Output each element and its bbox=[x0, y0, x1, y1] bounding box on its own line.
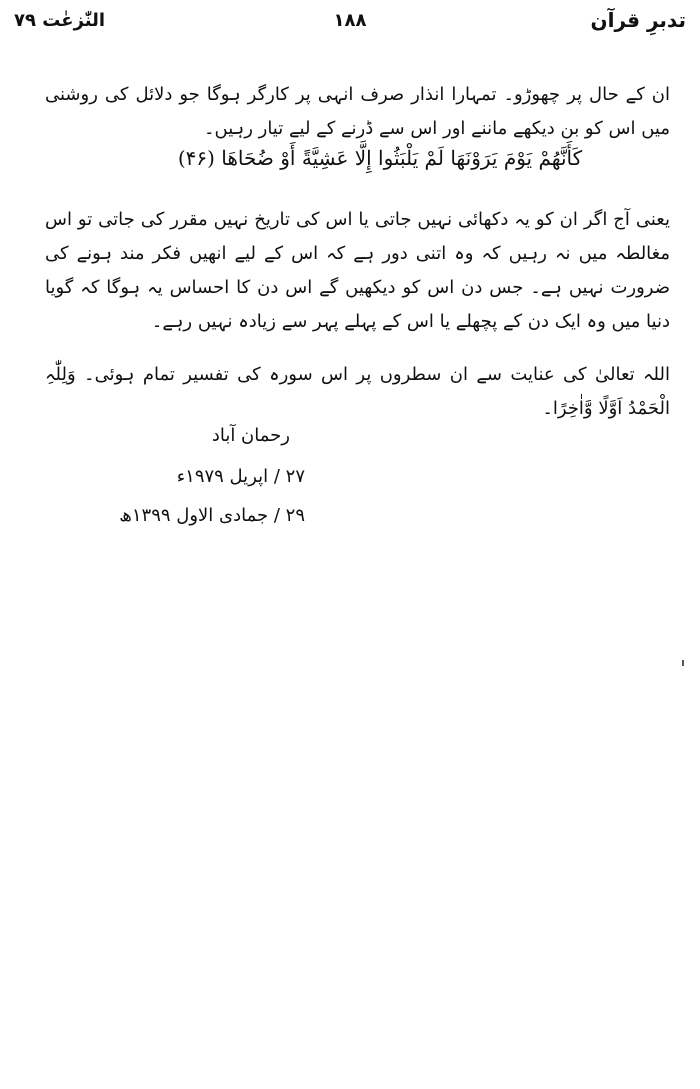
signature-date-hijri: ۲۹ / جمادی الاول ۱۳۹۹ھ bbox=[119, 505, 305, 526]
signature-place: رحمان آباد bbox=[211, 425, 290, 446]
paragraph-3: اللہ تعالیٰ کی عنایت سے ان سطروں پر اس سورہ کی تفسیر تمام ہوئی۔ وَلِلّٰہِ الْحَمْدُ اَوَّلًا وَّاٰخِرًا۔ bbox=[45, 364, 670, 419]
page-number: ۱۸۸ bbox=[333, 10, 367, 31]
paragraph-2: یعنی آج اگر ان کو یہ دکھائی نہیں جاتی یا اس کی تاریخ نہیں مقرر کی جاتی تو اس مغالطہ میں نہ رہیں کہ وہ اتنی دور ہے کہ اس کے لیے انھیں فکر مند ہونے کی ضرورت نہیں ہے۔ جس دن اس کو دیکھیں گے اس دن کا احساس یہ ہوگا کہ گویا دنیا میں وہ ایک دن کے پچھلے یا اس کے پہلے پہر سے زیادہ نہیں رہے۔ bbox=[45, 209, 670, 332]
running-header-surah: النّٰزعٰت ۷۹ bbox=[14, 10, 106, 31]
signature-date-gregorian: ۲۷ / اپریل ۱۹۷۹ء bbox=[176, 466, 305, 487]
quran-verse: كَأَنَّهُمْ يَوْمَ يَرَوْنَهَا لَمْ يَلْبَثُوا إِلَّا عَشِيَّةً أَوْ ضُحَاهَا (۴۶) bbox=[177, 146, 583, 170]
paragraph-1: ان کے حال پر چھوڑو۔ تمہارا انذار صرف انہی پر کارگر ہوگا جو دلائل کی روشنی میں اس کو بن دیکھے ماننے اور اس سے ڈرنے کے لیے تیار رہیں۔ bbox=[45, 84, 670, 139]
running-header-book-title: تدبرِ قرآن bbox=[590, 8, 686, 32]
margin-mark bbox=[682, 660, 684, 666]
